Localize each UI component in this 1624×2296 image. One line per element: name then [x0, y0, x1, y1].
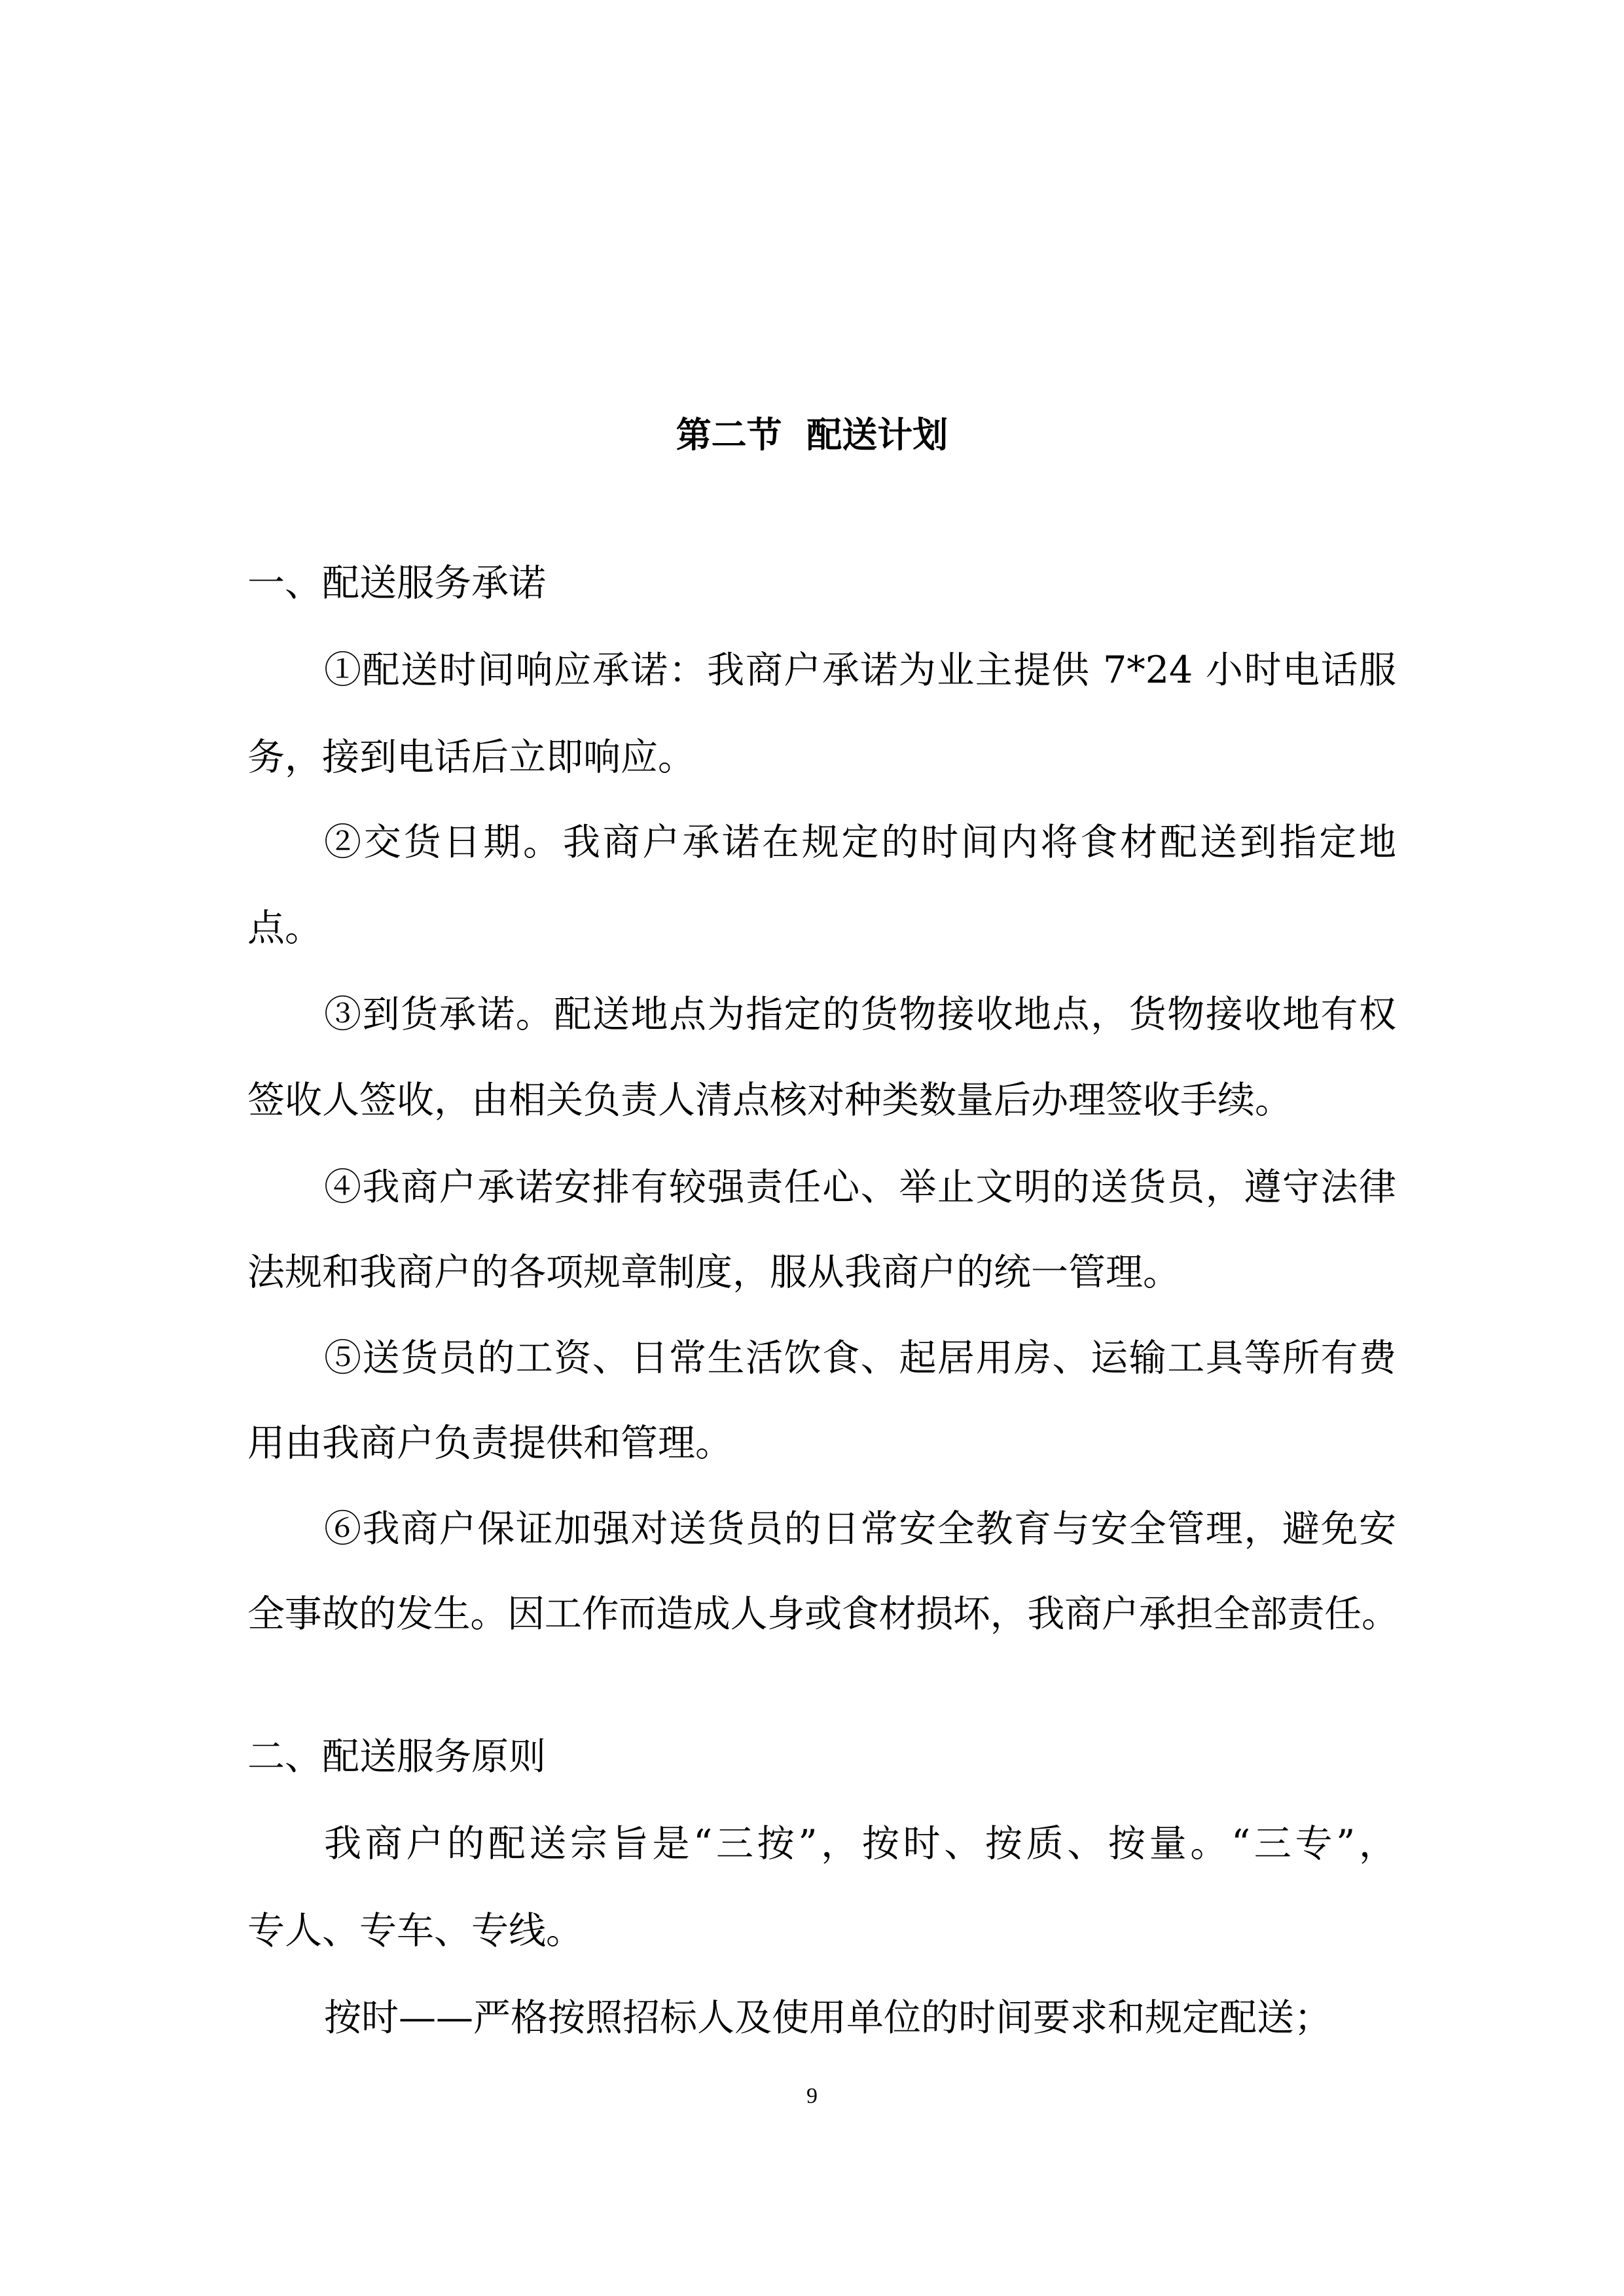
- paragraph-line: 专人、专车、专线。: [247, 1909, 583, 1952]
- heading-1: 一、配送服务承诺: [247, 562, 546, 605]
- paragraph-line: 全事故的发生。因工作而造成人身或食材损坏，我商户承担全部责任。: [247, 1592, 1396, 1636]
- paragraph-line: 点。: [247, 906, 322, 950]
- paragraph-line: 我商户的配送宗旨是“三按”，按时、按质、按量。“三专”，: [324, 1822, 1396, 1865]
- section-title: 第二节 配送计划: [676, 414, 948, 456]
- paragraph-line: ④我商户承诺安排有较强责任心、举止文明的送货员，遵守法律: [324, 1166, 1396, 1209]
- paragraph-line: ⑤送货员的工资、日常生活饮食、起居用房、运输工具等所有费: [324, 1336, 1396, 1380]
- paragraph-line: ⑥我商户保证加强对送货员的日常安全教育与安全管理，避免安: [324, 1507, 1396, 1551]
- paragraph-line: 按时——严格按照招标人及使用单位的时间要求和规定配送；: [324, 1996, 1331, 2039]
- paragraph-line: 用由我商户负责提供和管理。: [247, 1422, 732, 1465]
- paragraph-line: ①配送时间响应承诺：我商户承诺为业主提供 7*24 小时电话服: [324, 649, 1396, 692]
- paragraph-line: ②交货日期。我商户承诺在规定的时间内将食材配送到指定地: [324, 821, 1396, 864]
- paragraph-line: 法规和我商户的各项规章制度，服从我商户的统一管理。: [247, 1251, 1180, 1294]
- paragraph-line: 签收人签收，由相关负责人清点核对种类数量后办理签收手续。: [247, 1079, 1292, 1122]
- paragraph-line: 务，接到电话后立即响应。: [247, 736, 695, 779]
- paragraph-line: ③到货承诺。配送地点为指定的货物接收地点，货物接收地有权: [324, 993, 1396, 1036]
- page-number: 9: [806, 2084, 818, 2108]
- heading-2: 二、配送服务原则: [247, 1735, 546, 1778]
